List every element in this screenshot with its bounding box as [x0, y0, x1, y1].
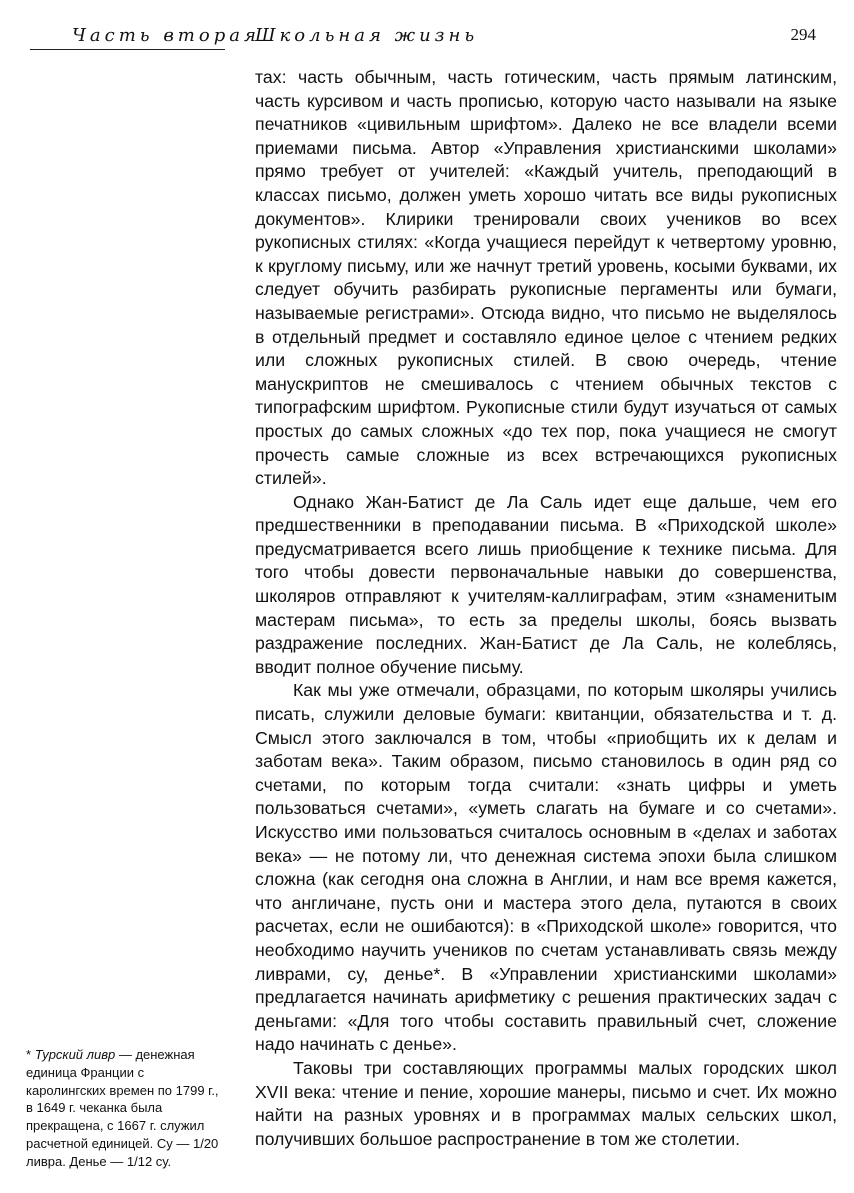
header-rule	[30, 49, 225, 50]
paragraph-4: Таковы три составляющих программы малых городских школ XVII века: чтение и пение, хорошие манеры, письмо и счет. Их можно найти на разных уровнях и в программах малых сельских школ, получивших большое распространение в том же столетии.	[255, 1057, 837, 1149]
footnote	[26, 1046, 222, 1171]
main-text	[255, 66, 837, 1191]
footnote-marker: *	[26, 1047, 32, 1062]
footnote-text: — денежная единица Франции с каролингских времен по 1799 г., в 1649 г. чеканка была прекращена, с 1667 г. служил расчетной единицей. Су — 1/20 ливра. Денье — 1/12 су.	[26, 1047, 219, 1169]
chapter-title: Школьная жизнь	[255, 25, 479, 46]
running-header	[0, 0, 854, 60]
part-title: Часть вторая	[72, 25, 260, 46]
paragraph-1: тах: часть обычным, часть готическим, часть прямым латинским, часть курсивом и часть прописью, которую часто называли на языке печатников «цивильным шрифтом». Далеко не все владели всеми приемами письма. Автор «Управления христианскими школами» прямо требует от учителей: «Каждый учитель, преподающий в классах письмо, должен уметь хорошо читать все виды рукописных документов». Клирики тренировали своих учеников во всех рукописных стилях: «Когда учащиеся перейдут к четвертому уровню, к круглому письму, или же начнут третий уровень, косыми буквами, их следует обучить разбирать рукописные пергаменты или бумаги, называемые регистрами». Отсюда видно, что письмо не выделялось в отдельный предмет и составляло единое целое с чтением редких или сложных рукописных стилей. В свою очередь, чтение манускриптов не смешивалось с чтением обычных текстов с типографским шрифтом. Рукописные стили будут изучаться от самых простых до самых сложных «до тех пор, пока учащиеся не смогут прочесть самые сложные из всех встречающихся рукописных стилей».	[255, 67, 837, 489]
page-number: 294	[790, 25, 816, 44]
footnote-term: Турский ливр	[34, 1047, 116, 1062]
paragraph-2: Однако Жан-Батист де Ла Саль идет еще дальше, чем его предшественники в преподавании письма. В «Приходской школе» предусматривается всего лишь приобщение к технике письма. Для того чтобы довести первоначальные навыки до совершенства, школяров отправляют к учителям-каллиграфам, этим «знаменитым мастерам письма», то есть за пределы школы, боясь вызвать раздражение последних. Жан-Батист де Ла Саль, не колеблясь, вводит полное обучение письму.	[255, 491, 837, 677]
paragraph-3: Как мы уже отмечали, образцами, по которым школяры учились писать, служили деловые бумаги: квитанции, обязательства и т. д. Смысл этого заключался в том, чтобы «приобщить их к делам и заботам века». Таким образом, письмо становилось в один ряд со счетами, по которым тогда считали: «знать цифры и уметь пользоваться счетами», «уметь слагать на бумаге и со счетами». Искусство ими пользоваться считалось основным в «делах и заботах века» — не потому ли, что денежная система эпохи была слишком сложна (как сегодня она сложна в Англии, и нам все время кажется, что англичане, пусть они и мастера этого дела, путаются в своих расчетах, если не ошибаются): в «Приходской школе» говорится, что необходимо научить учеников по счетам устанавливать связь между ливрами, су, денье*. В «Управлении христианскими школами» предлагается начинать арифметику с решения практических задач с деньгами: «Для того чтобы составить правильный счет, сложение надо начинать с денье».	[255, 680, 837, 1055]
